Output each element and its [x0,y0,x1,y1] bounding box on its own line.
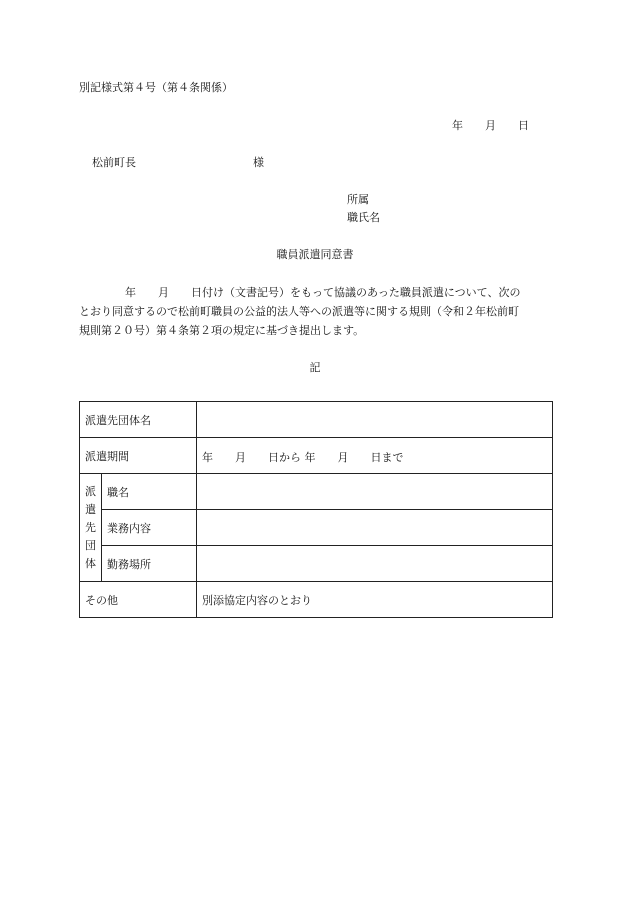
dest-group-char: 派 [85,484,96,498]
record-heading: 記 [309,361,321,374]
job-title-value [197,474,553,510]
document-title: 職員派遣同意書 [276,248,354,261]
period-label: 派遣期間 [80,438,197,474]
sender-affiliation: 所属 [347,193,369,206]
form-number: 別記様式第４号（第４条関係） [79,81,233,94]
job-title-label: 職名 [102,474,197,510]
duties-label: 業務内容 [102,510,197,546]
period-from: 年 月 日から [202,450,301,464]
duties-value [197,510,553,546]
dest-org-label: 派遣先団体名 [80,402,197,438]
body-text-line-1: 年 月 日付け（文書記号）をもって協議のあった職員派遣について、次の [125,286,521,299]
table-row [80,402,553,438]
table-row [80,582,553,618]
other-label: その他 [80,582,197,618]
date-line: 年 月 日 [452,119,529,132]
table-row [80,438,553,474]
table-row [80,510,553,546]
dest-org-value [197,402,553,438]
table-row [80,474,553,510]
workplace-label: 勤務場所 [102,546,197,582]
period-value [197,438,553,474]
dest-group-char: 先 [85,520,96,534]
table-row [80,546,553,582]
sender-position-name: 職氏名 [347,211,380,224]
addressee: 松前町長 [92,156,136,169]
dest-group-vertical-label [80,474,102,582]
body-text-line-3: 規則第２０号）第４条第２項の規定に基づき提出します。 [79,324,365,337]
workplace-value [197,546,553,582]
dest-group-char: 体 [85,556,96,570]
other-value: 別添協定内容のとおり [197,582,553,618]
dest-group-char: 遣 [85,502,96,516]
addressee-suffix: 様 [253,156,264,169]
dispatch-details-table [79,401,553,618]
period-to: 年 月 日まで [304,450,404,464]
body-text-line-2: とおり同意するので松前町職員の公益的法人等への派遣等に関する規則（令和２年松前町 [79,305,519,318]
dest-group-char: 団 [85,538,96,552]
